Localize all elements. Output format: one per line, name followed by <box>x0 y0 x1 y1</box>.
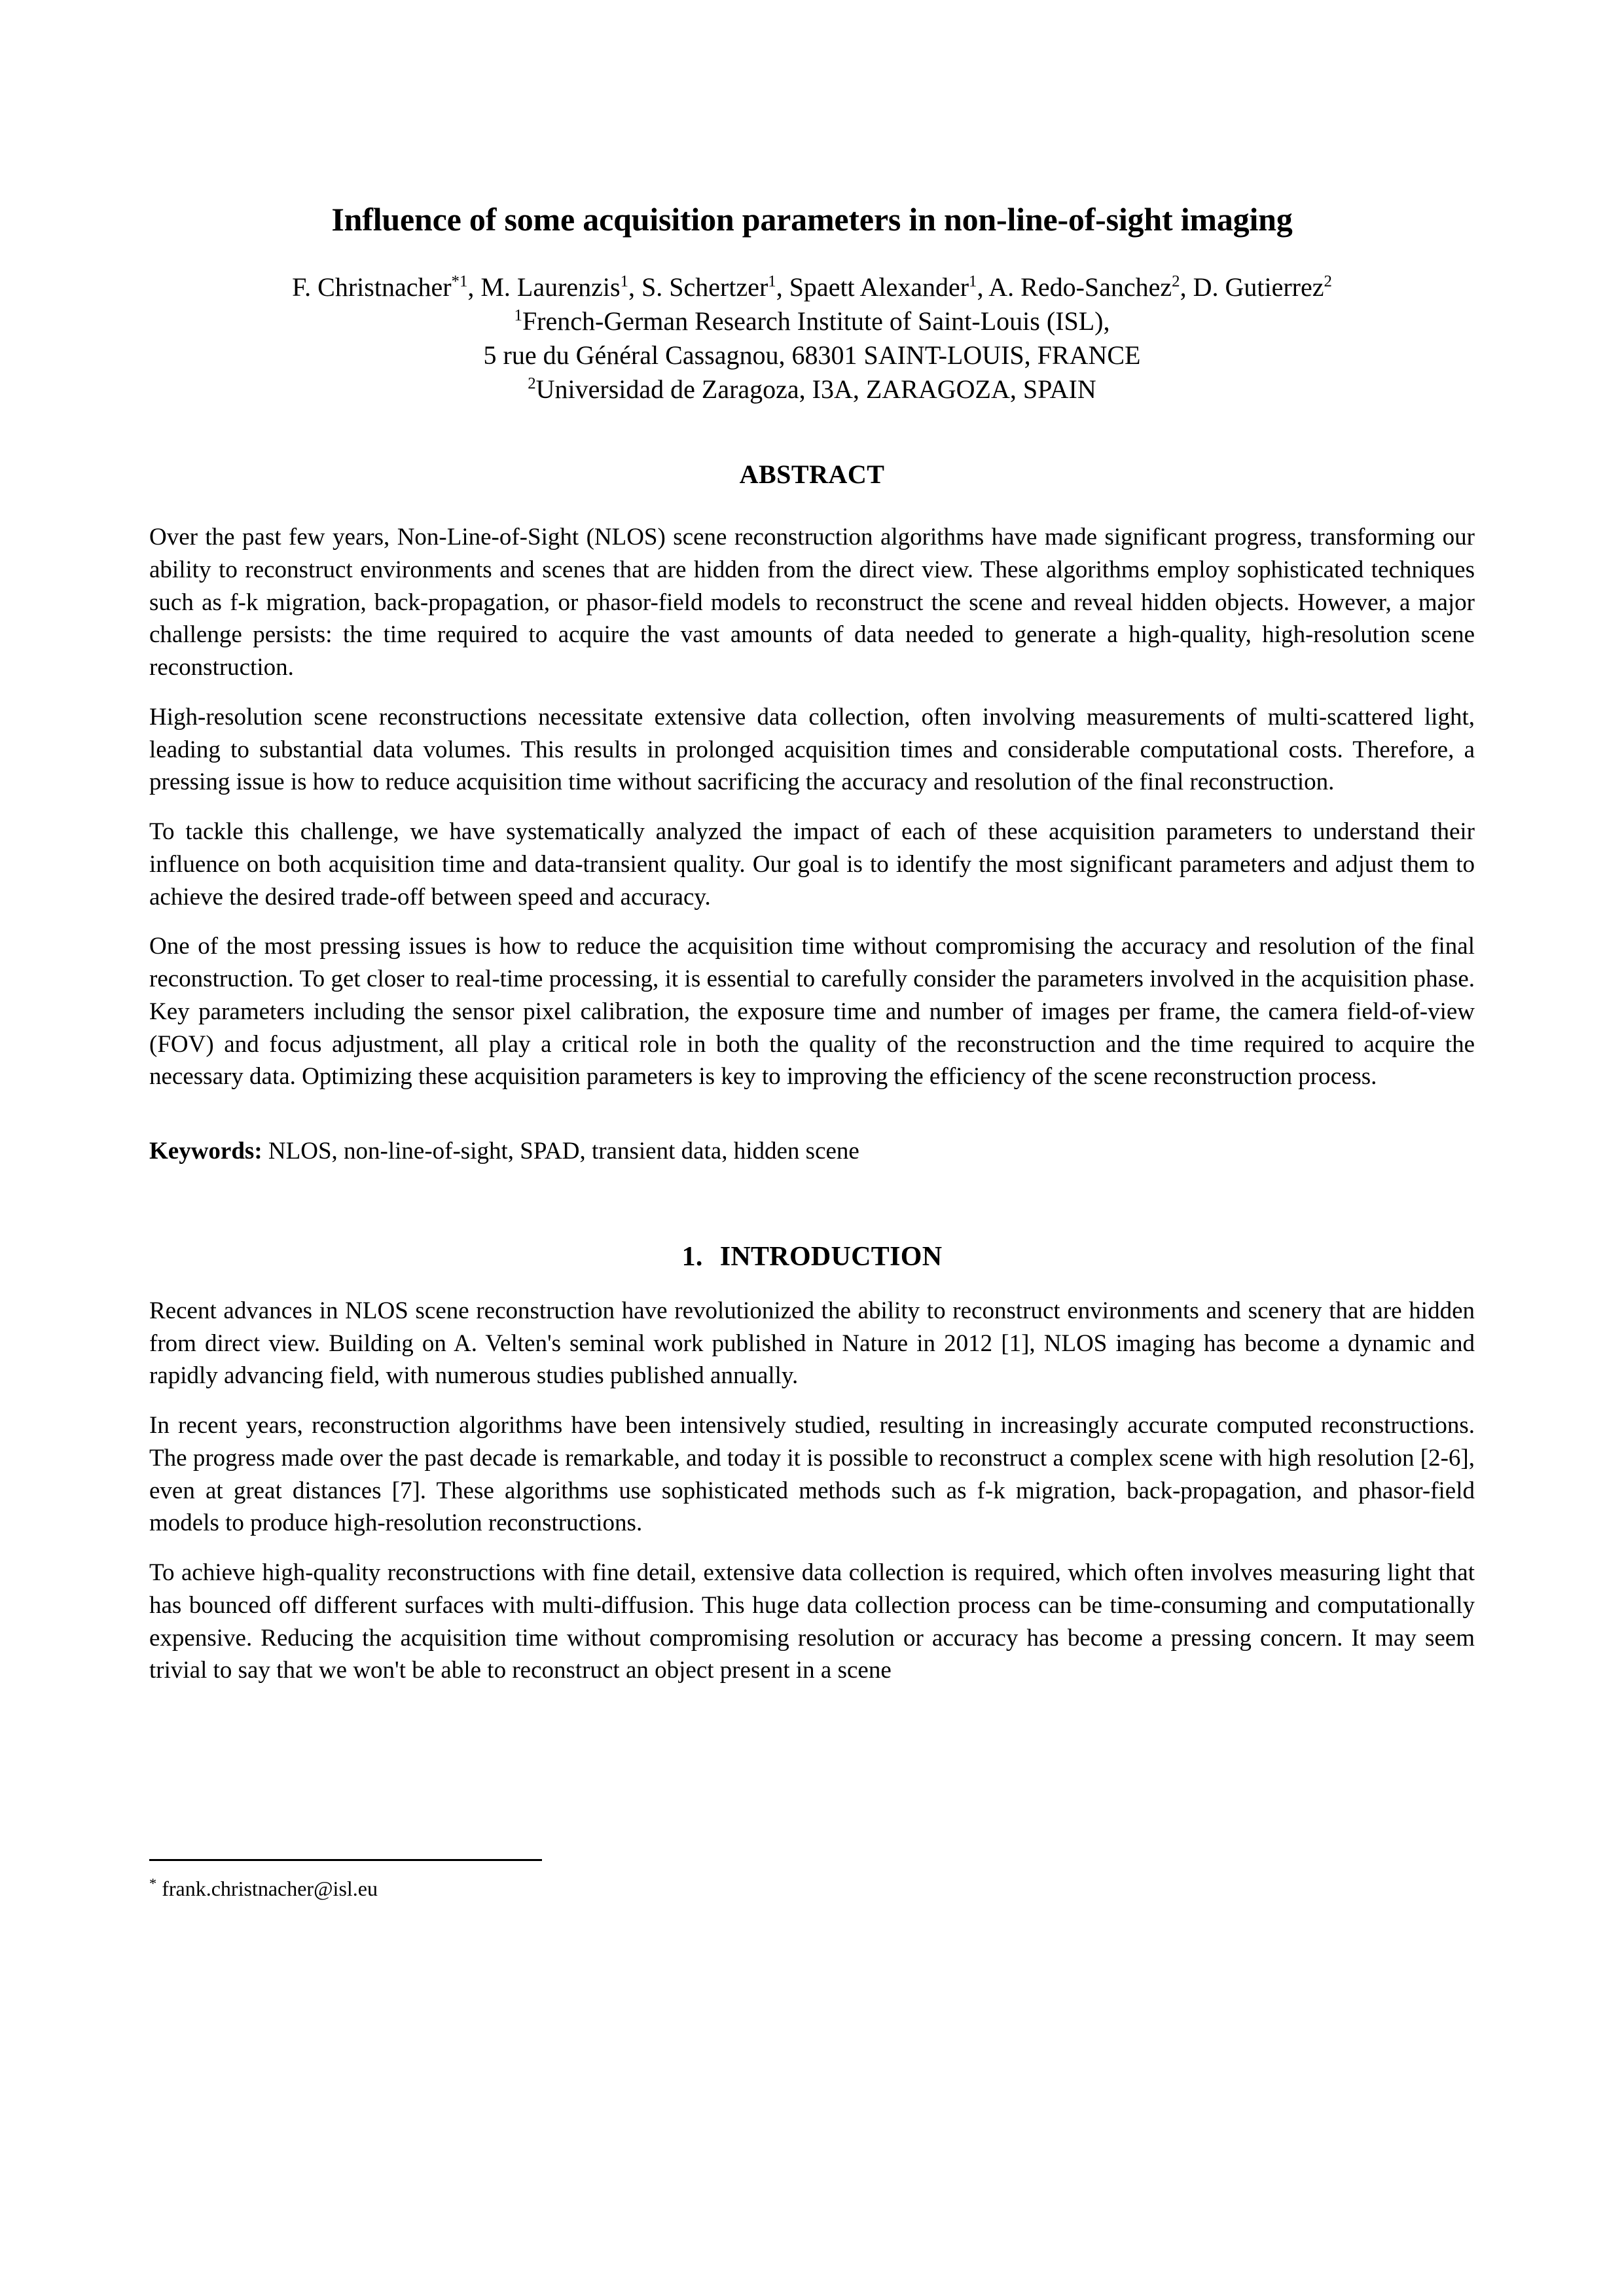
affiliation-text-2: 5 rue du Général Cassagnou, 68301 SAINT-LOUIS, FRANCE <box>483 340 1141 370</box>
introduction-paragraph-2: In recent years, reconstruction algorithms have been intensively studied, resulting in increasingly accurate computed reconstructions. The progress made over the past decade is remarkable, and today it is possible to reconstruct a complex scene with high resolution [2-6], even at great distances [7]. These algorithms use sophisticated methods such as f-k migration, back-propagation, and phasor-field models to produce high-resolution reconstructions. <box>149 1412 1475 1537</box>
keywords-value: NLOS, non-line-of-sight, SPAD, transient data, hidden scene <box>262 1138 859 1165</box>
affiliation-line-3 <box>149 372 1475 407</box>
abstract-heading: ABSTRACT <box>739 460 885 489</box>
page-title: Influence of some acquisition parameters in non-line-of-sight imaging <box>331 201 1293 238</box>
affiliation-text-1: French-German Research Institute of Saint-Louis (ISL), <box>522 306 1110 336</box>
footnote-separator-rule <box>149 1859 542 1861</box>
introduction-heading-text: INTRODUCTION <box>719 1241 943 1272</box>
author-affil-marker-2: 1 <box>620 272 629 291</box>
author-affil-marker-4: 1 <box>969 272 977 291</box>
introduction-body <box>149 1295 1475 1687</box>
abstract-paragraph-1: Over the past few years, Non-Line-of-Sight (NLOS) scene reconstruction algorithms have made significant progress, transforming our ability to reconstruct environments and scenes that are hidden from the direct view. These algorithms employ sophisticated techniques such as f-k migration, back-propagation, or phasor-field models to reconstruct the scene and reveal hidden objects. However, a major challenge persists: the time required to acquire the vast amounts of data needed to generate a high-quality, high-resolution scene reconstruction. <box>149 524 1475 681</box>
author-separator-4: , <box>977 272 989 302</box>
author-affil-marker-3: 1 <box>768 272 776 291</box>
introduction-paragraph-1: Recent advances in NLOS scene reconstruction have revolutionized the ability to reconstruct environments and scenery that are hidden from direct view. Building on A. Velten's seminal work published in Nature in 2012 [1], NLOS imaging has become a dynamic and rapidly advancing field, with numerous studies published annually. <box>149 1297 1475 1390</box>
affiliation-line-2 <box>149 338 1475 372</box>
footnote-email: frank.christnacher@isl.eu <box>156 1877 378 1900</box>
author-separator-2: , <box>628 272 642 302</box>
author-name-6: D. Gutierrez <box>1193 272 1324 302</box>
author-separator-3: , <box>776 272 789 302</box>
author-name-1: F. Christnacher <box>292 272 452 302</box>
affiliation-text-3: Universidad de Zaragoza, I3A, ZARAGOZA, SPAIN <box>535 374 1096 404</box>
author-affil-marker-6: 2 <box>1324 272 1332 291</box>
affiliation-line-1 <box>149 304 1475 338</box>
footnote-zone <box>149 1859 1475 1903</box>
abstract-paragraph-4: One of the most pressing issues is how to reduce the acquisition time without compromising the accuracy and resolution of the final reconstruction. To get closer to real-time processing, it is essential to carefully consider the parameters involved in the acquisition phase. Key parameters including the sensor pixel calibration, the exposure time and number of images per frame, the camera field-of-view (FOV) and focus adjustment, all play a critical role in both the quality of the reconstruction and the time required to acquire the necessary data. Optimizing these acquisition parameters is key to improving the efficiency of the scene reconstruction process. <box>149 933 1475 1091</box>
authors-line <box>149 270 1475 304</box>
footnote-corresponding-author <box>149 1875 1475 1903</box>
introduction-paragraph-3: To achieve high-quality reconstructions with fine detail, extensive data collection is required, which often involves measuring light that has bounced off different surfaces with multi-diffusion. This huge data collection process can be time-consuming and computationally expensive. Reducing the acquisition time without compromising resolution or accuracy has become a pressing concern. It may seem trivial to say that we won't be able to reconstruct an object present in a scene <box>149 1559 1475 1684</box>
author-affil-marker-5: 2 <box>1172 272 1180 291</box>
affiliation-marker-3: 2 <box>528 374 536 393</box>
author-name-5: A. Redo-Sanchez <box>988 272 1172 302</box>
keywords-line <box>149 1135 1475 1168</box>
introduction-section-number: 1. <box>681 1241 703 1272</box>
author-name-3: S. Schertzer <box>641 272 768 302</box>
abstract-paragraph-3: To tackle this challenge, we have systematically analyzed the impact of each of these acquisition parameters to understand their influence on both acquisition time and data-transient quality. Our goal is to identify the most significant parameters and adjust them to achieve the desired trade-off between speed and accuracy. <box>149 818 1475 911</box>
affiliation-marker-1: 1 <box>514 306 522 325</box>
author-name-4: Spaett Alexander <box>789 272 969 302</box>
introduction-heading <box>149 1241 1475 1273</box>
author-separator-1: , <box>467 272 481 302</box>
page-content-column <box>149 0 1475 1704</box>
author-name-2: M. Laurenzis <box>480 272 621 302</box>
keywords-label: Keywords: <box>149 1138 262 1165</box>
abstract-paragraph-2: High-resolution scene reconstructions necessitate extensive data collection, often involving measurements of multi-scattered light, leading to substantial data volumes. This results in prolonged acquisition times and considerable computational costs. Therefore, a pressing issue is how to reduce acquisition time without sacrificing the accuracy and resolution of the final reconstruction. <box>149 703 1475 796</box>
footnote-marker: * <box>149 1875 157 1892</box>
author-affil-marker-1: *1 <box>451 272 468 291</box>
abstract-body <box>149 521 1475 1093</box>
author-separator-5: , <box>1180 272 1193 302</box>
